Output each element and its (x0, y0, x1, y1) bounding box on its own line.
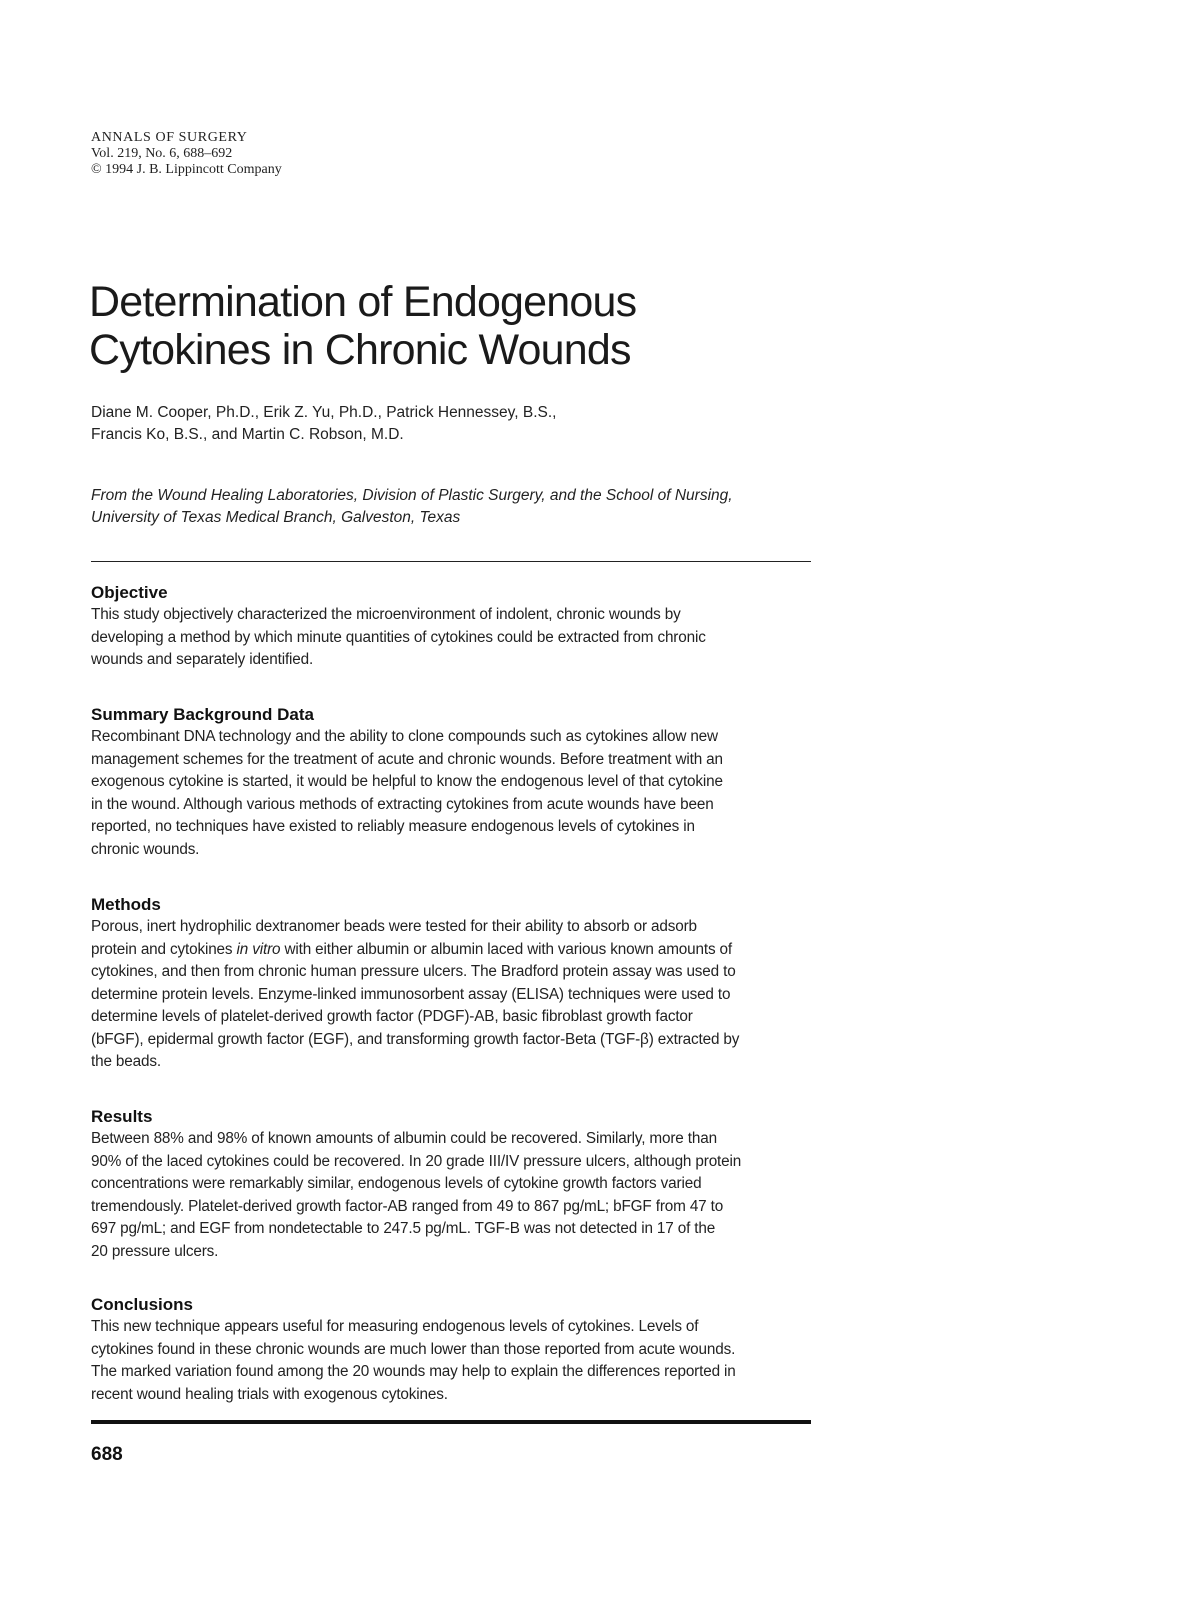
body-line: exogenous cytokine is started, it would be helpful to know the endogenous level of that cytokine (91, 773, 723, 790)
body-line: determine levels of platelet-derived growth factor (PDGF)-AB, basic fibroblast growth factor (91, 1008, 693, 1025)
body-line: 90% of the laced cytokines could be recovered. In 20 grade III/IV pressure ulcers, although protein (91, 1152, 742, 1170)
body-line: cytokines, and then from chronic human pressure ulcers. The Bradford protein assay was used to (91, 963, 736, 980)
article-title-line: Determination of Endogenous (89, 278, 637, 326)
body-line: the beads. (91, 1053, 161, 1070)
body-line: This new technique appears useful for measuring endogenous levels of cytokines. Levels of (91, 1318, 699, 1335)
section-heading: Results (91, 1107, 153, 1126)
results-section (91, 1106, 817, 1263)
body-line: tremendously. Platelet-derived growth factor-AB ranged from 49 to 867 pg/mL; bFGF from 47 to (91, 1197, 724, 1215)
conclusions-section (91, 1294, 817, 1406)
body-line: Between 88% and 98% of known amounts of albumin could be recovered. Similarly, more than (91, 1130, 717, 1147)
section-heading: Conclusions (91, 1295, 194, 1314)
journal-volume: Vol. 219, No. 6, 688–692 (91, 146, 233, 161)
section-body (91, 916, 817, 1074)
body-line: Recombinant DNA technology and the ability to clone compounds such as cytokines allow new (91, 728, 718, 745)
section-body (91, 1316, 817, 1406)
body-line: (bFGF), epidermal growth factor (EGF), and transforming growth factor-Beta (TGF-β) extracted by (91, 1030, 740, 1048)
affiliation-line: From the Wound Healing Laboratories, Division of Plastic Surgery, and the School of Nursing, (91, 487, 733, 504)
page-number: 688 (91, 1444, 123, 1465)
bottom-rule (91, 1420, 811, 1424)
body-line (91, 939, 817, 962)
affiliation (91, 485, 733, 529)
body-line: wounds and separately identified. (91, 651, 314, 668)
methods-section (91, 894, 817, 1074)
body-line: chronic wounds. (91, 840, 200, 858)
body-line: management schemes for the treatment of acute and chronic wounds. Before treatment with an (91, 750, 723, 768)
section-body (91, 604, 817, 672)
body-line: 20 pressure ulcers. (91, 1242, 219, 1260)
in-vitro-term: in vitro (236, 940, 281, 958)
background-section (91, 704, 817, 861)
article-title-line: Cytokines in Chronic Wounds (89, 326, 631, 374)
author-line: Francis Ko, B.S., and Martin C. Robson, M.D. (91, 426, 404, 443)
divider (91, 561, 811, 562)
author-line: Diane M. Cooper, Ph.D., Erik Z. Yu, Ph.D., Patrick Hennessey, B.S., (91, 404, 557, 421)
body-line: determine protein levels. Enzyme-linked immunosorbent assay (ELISA) techniques were used to (91, 985, 731, 1003)
body-line: developing a method by which minute quantities of cytokines could be extracted from chronic (91, 628, 706, 646)
section-body (91, 1128, 817, 1263)
body-line: The marked variation found among the 20 wounds may help to explain the differences reported in (91, 1363, 736, 1380)
author-list (91, 402, 556, 446)
body-line: 697 pg/mL; and EGF from nondetectable to 247.5 pg/mL. TGF-B was not detected in 17 of the (91, 1220, 716, 1237)
journal-citation (91, 130, 282, 178)
body-text: protein and cytokines (91, 940, 237, 958)
affiliation-line: University of Texas Medical Branch, Galveston, Texas (91, 509, 461, 526)
article-title (89, 278, 636, 374)
section-heading: Methods (91, 895, 161, 914)
body-line: recent wound healing trials with exogenous cytokines. (91, 1385, 448, 1403)
section-body (91, 726, 817, 861)
journal-copyright: © 1994 J. B. Lippincott Company (91, 162, 282, 177)
section-heading: Summary Background Data (91, 705, 314, 724)
body-line: This study objectively characterized the microenvironment of indolent, chronic wounds by (91, 606, 681, 623)
body-line: Porous, inert hydrophilic dextranomer beads were tested for their ability to absorb or adsorb (91, 918, 697, 935)
body-line: in the wound. Although various methods of extracting cytokines from acute wounds have been (91, 795, 714, 813)
body-line: concentrations were remarkably similar, endogenous levels of cytokine growth factors varied (91, 1175, 702, 1192)
body-line: reported, no techniques have existed to reliably measure endogenous levels of cytokines in (91, 818, 695, 835)
body-line: cytokines found in these chronic wounds are much lower than those reported from acute wounds. (91, 1340, 736, 1358)
journal-name: ANNALS OF SURGERY (91, 130, 248, 145)
body-text: with either albumin or albumin laced with various known amounts of (280, 940, 733, 958)
section-heading: Objective (91, 583, 168, 602)
objective-section (91, 582, 817, 672)
